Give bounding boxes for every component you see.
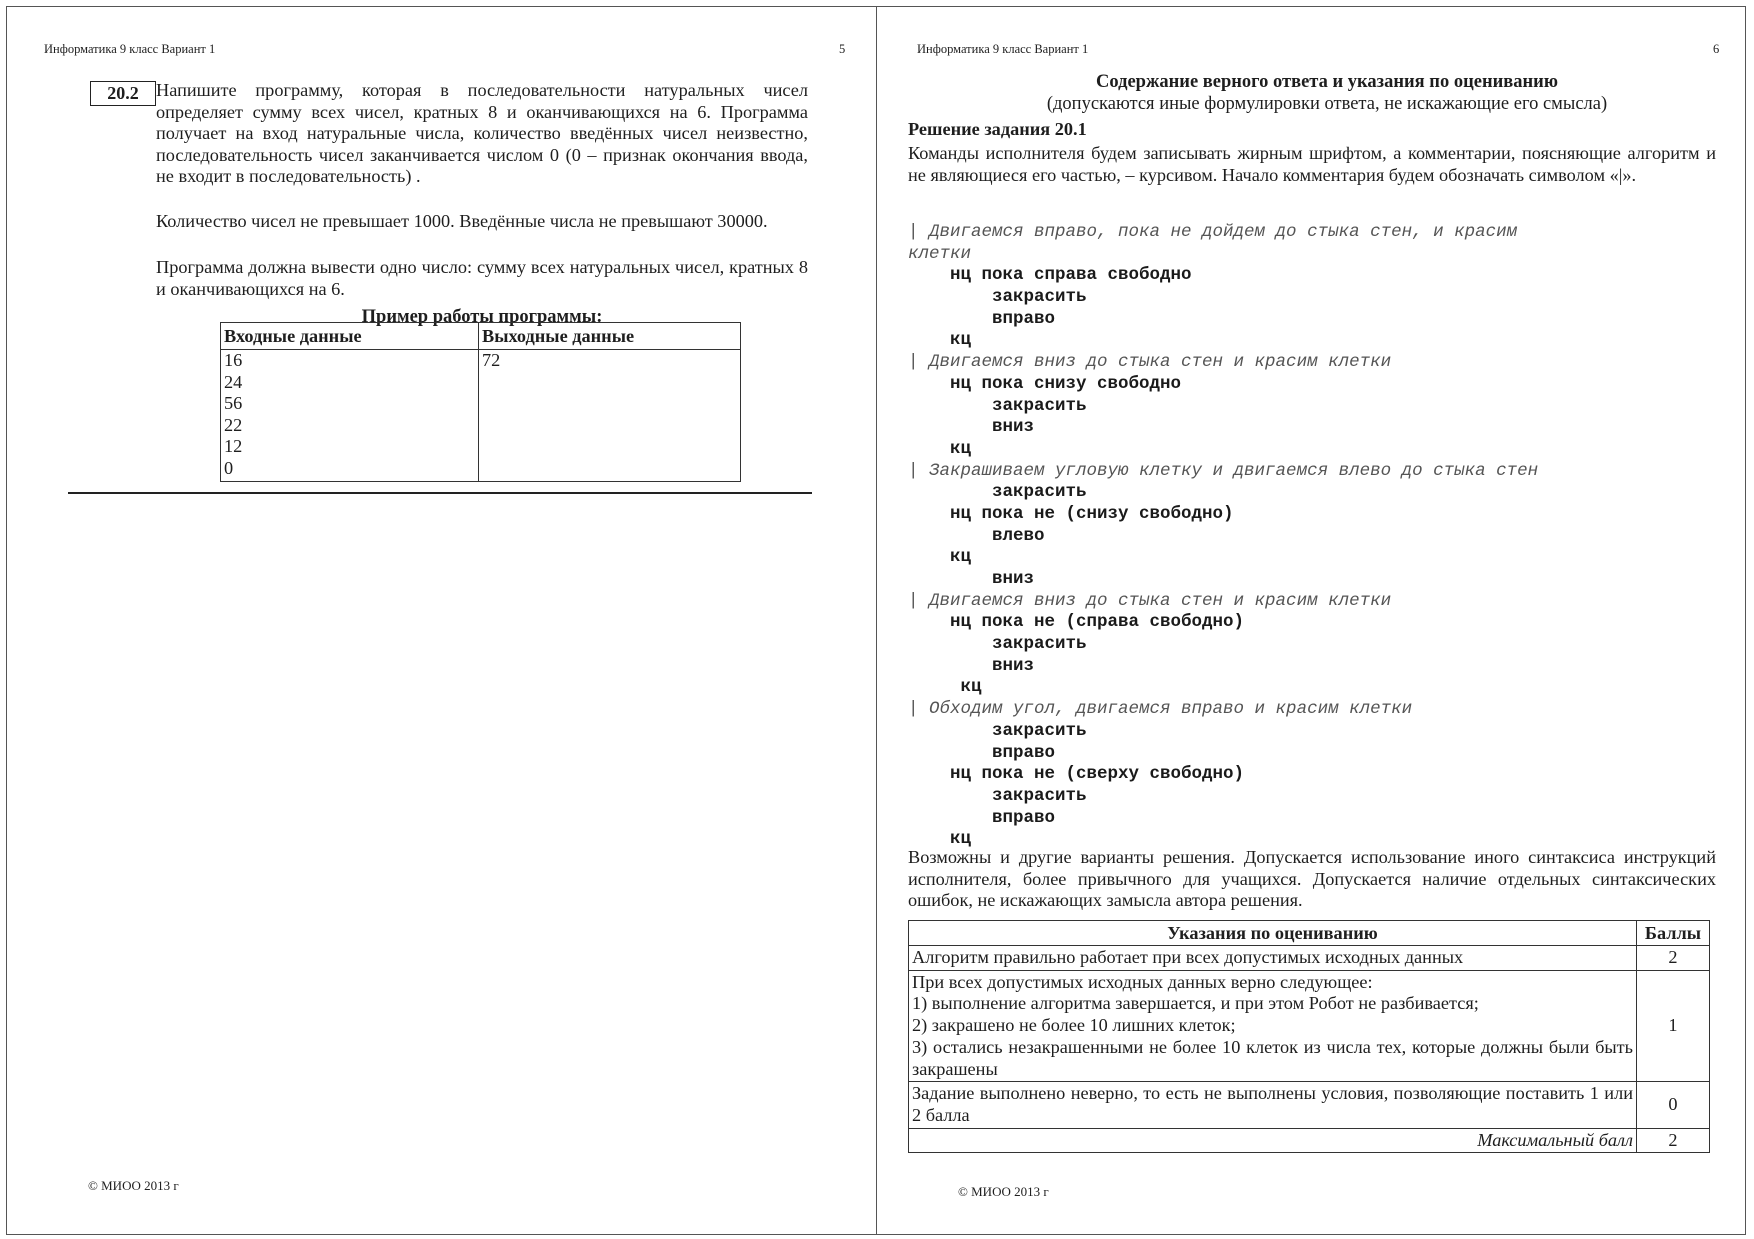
example-header-output: Выходные данные <box>479 323 741 350</box>
input-value: 0 <box>224 457 234 478</box>
code-command-line: закрасить <box>908 785 1087 806</box>
grading-points: 2 <box>1637 946 1710 971</box>
grading-header-points: Баллы <box>1637 921 1710 946</box>
robot-algorithm-code <box>908 222 1538 851</box>
code-command-line: закрасить <box>908 634 1087 655</box>
code-comment-line: | Двигаемся вправо, пока не дойдем до стыка стен, и красим <box>908 222 1518 242</box>
code-command-line: влево <box>908 525 1045 546</box>
solution-intro: Команды исполнителя будем записывать жирным шрифтом, а комментарии, поясняющие алгоритм и не являющиеся его частью, – курсивом. Начало комментария будем обозначать символом «|». <box>908 143 1716 185</box>
right-footer: © МИОО 2013 г <box>958 1184 1049 1199</box>
code-command-line: нц пока не (снизу свободно) <box>908 503 1234 524</box>
example-title: Пример работы программы: <box>361 307 603 327</box>
code-command-line: кц <box>908 677 982 698</box>
code-command-line: вправо <box>908 742 1056 763</box>
code-comment-line: | Обходим угол, двигаемся вправо и красим клетки <box>908 699 1413 720</box>
right-page <box>877 6 1746 1235</box>
code-command-line: кц <box>908 330 972 351</box>
grading-criterion: Задание выполнено неверно, то есть не выполнены условия, позволяющие поставить 1 или 2 балла <box>909 1082 1637 1128</box>
output-value: 72 <box>482 350 501 370</box>
grading-row <box>909 970 1710 1082</box>
code-command-line: вправо <box>908 308 1056 329</box>
input-value: 16 <box>224 350 243 370</box>
input-value: 56 <box>224 393 243 413</box>
input-value: 24 <box>224 371 243 392</box>
grading-header-criteria: Указания по оцениванию <box>909 921 1637 946</box>
example-output-cell <box>479 350 741 482</box>
code-comment-line: клетки <box>908 243 972 264</box>
solution-note: Возможны и другие варианты решения. Допускается использование иного синтаксиса инструкций исполнителя, более привычного для учащихся. Допускается наличие отдельных синтаксических ошибок, не искажающих замысла автора решения. <box>908 847 1716 911</box>
code-command-line: нц пока справа свободно <box>908 265 1192 286</box>
code-comment-line: | Двигаемся вниз до стыка стен и красим клетки <box>908 590 1392 611</box>
answer-title: Содержание верного ответа и указания по оцениванию <box>1096 72 1558 92</box>
code-command-line: нц пока не (сверху свободно) <box>908 764 1245 785</box>
input-value: 12 <box>224 436 243 456</box>
grading-criterion: При всех допустимых исходных данных верно следующее: 1) выполнение алгоритма завершается, и при этом Робот не разбивается; 2) закрашено не более 10 лишних клеток; 3) остались незакрашенными не более 10 клеток из числа тех, которые должны были быть закрашены <box>909 970 1637 1082</box>
max-score-label: Максимальный балл <box>909 1128 1637 1153</box>
code-comment-line: | Закрашиваем угловую клетку и двигаемся влево до стыка стен <box>908 460 1539 481</box>
grading-points: 1 <box>1637 970 1710 1082</box>
right-page-number: 6 <box>1713 42 1720 56</box>
grading-row <box>909 946 1710 971</box>
left-header: Информатика 9 класс Вариант 1 <box>44 42 216 56</box>
answer-subtitle: (допускаются иные формулировки ответа, не искажающие его смысла) <box>1046 94 1608 114</box>
code-command-line: вниз <box>908 655 1035 676</box>
code-command-line: кц <box>908 438 972 459</box>
code-comment-line: | Двигаемся вниз до стыка стен и красим клетки <box>908 352 1392 373</box>
code-command-line: закрасить <box>908 482 1087 503</box>
right-header: Информатика 9 класс Вариант 1 <box>917 42 1089 56</box>
code-command-line: закрасить <box>908 395 1087 416</box>
max-score-value: 2 <box>1637 1128 1710 1153</box>
example-header-input: Входные данные <box>221 323 479 350</box>
code-command-line: нц пока не (справа свободно) <box>908 612 1245 633</box>
grading-row-max <box>909 1128 1710 1153</box>
task-number-box: 20.2 <box>90 81 156 106</box>
code-command-line: вправо <box>908 807 1056 828</box>
code-command-line: кц <box>908 547 972 568</box>
solution-heading: Решение задания 20.1 <box>908 119 1087 139</box>
grading-row <box>909 1082 1710 1128</box>
task-paragraph-3: Программа должна вывести одно число: сумму всех натуральных чисел, кратных 8 и оканчивающихся на 6. <box>156 257 808 299</box>
input-value: 22 <box>224 414 243 435</box>
task-paragraph-1: Напишите программу, которая в последовательности натуральных чисел определяет сумму всех чисел, кратных 8 и оканчивающихся на 6. Программа получает на вход натуральные числа, количество введённых чисел неизвестно, последовательность чисел заканчивается числом 0 (0 – признак окончания ввода, не входит в последовательность) . <box>156 80 808 187</box>
code-command-line: кц <box>908 829 972 850</box>
code-command-line: закрасить <box>908 720 1087 741</box>
grading-points: 0 <box>1637 1082 1710 1128</box>
grading-criterion: Алгоритм правильно работает при всех допустимых исходных данных <box>909 946 1637 971</box>
code-command-line: нц пока снизу свободно <box>908 373 1182 394</box>
code-command-line: закрасить <box>908 287 1087 308</box>
left-page <box>6 6 876 1235</box>
example-table <box>220 322 741 482</box>
code-command-line: вниз <box>908 417 1035 438</box>
grading-table <box>908 920 1710 1153</box>
left-page-number: 5 <box>839 42 846 56</box>
section-rule <box>68 492 812 494</box>
example-input-cell <box>221 350 479 482</box>
left-footer: © МИОО 2013 г <box>88 1178 179 1193</box>
code-command-line: вниз <box>908 569 1035 589</box>
task-paragraph-2: Количество чисел не превышает 1000. Введённые числа не превышают 30000. <box>156 211 768 231</box>
